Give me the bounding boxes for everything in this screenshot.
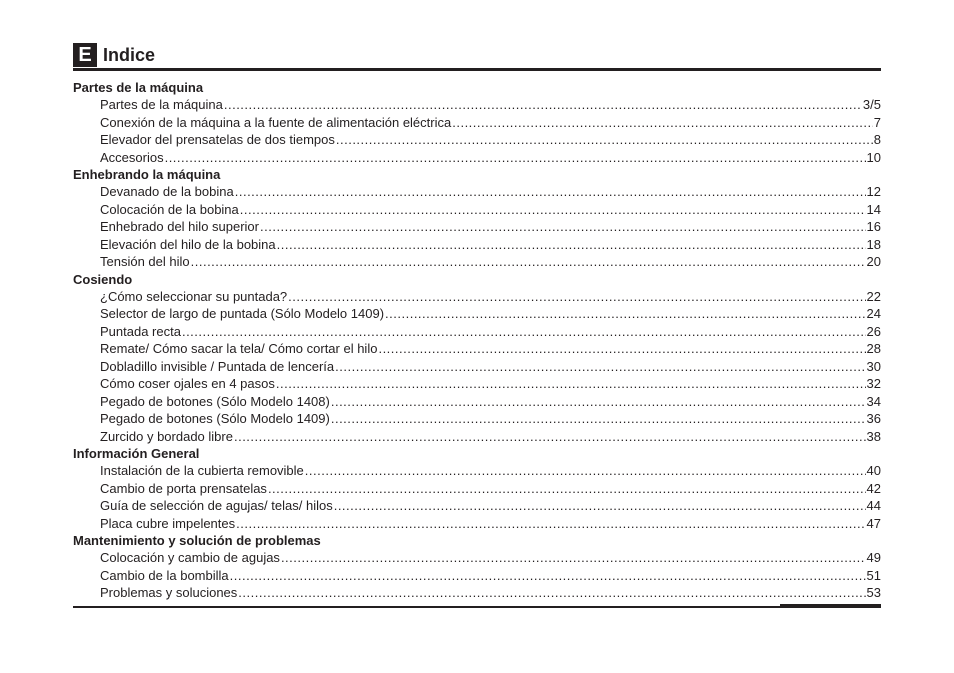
- toc-entry[interactable]: [100, 288, 881, 306]
- toc-entry-label: Cambio de porta prensatelas: [100, 480, 267, 496]
- toc-entry-page: 30: [866, 358, 881, 374]
- toc-entry[interactable]: [100, 515, 881, 533]
- toc-entry[interactable]: [100, 497, 881, 515]
- dot-leader: [191, 253, 866, 271]
- dot-leader: [230, 567, 866, 585]
- toc-entry-page: 14: [866, 201, 881, 217]
- toc-entry-page: 24: [866, 306, 881, 321]
- toc-entry-page: 22: [866, 288, 881, 304]
- toc-entry-label: ¿Cómo seleccionar su puntada?: [100, 288, 288, 304]
- page-title: Indice: [103, 45, 156, 65]
- dot-leader: [236, 515, 865, 533]
- dot-leader: [305, 462, 866, 480]
- toc-entry-page: 51: [866, 567, 881, 583]
- toc-entry-label: Devanado de la bobina: [100, 184, 234, 199]
- toc-entry[interactable]: [100, 131, 881, 149]
- toc-entry-label: Partes de la máquina: [100, 97, 223, 112]
- toc-entry-page: 3/5: [862, 97, 881, 112]
- toc-entry-label: Elevación del hilo de la bobina: [100, 236, 276, 252]
- toc-entry-label: Guía de selección de agujas/ telas/ hilos: [100, 498, 333, 513]
- section-title: Mantenimiento y solución de problemas: [73, 533, 321, 548]
- toc-entry-label: Puntada recta: [100, 323, 181, 339]
- toc-entry-label: Placa cubre impelentes: [100, 515, 236, 531]
- toc-entry[interactable]: [100, 218, 881, 236]
- toc-entry[interactable]: [100, 114, 881, 132]
- dot-leader: [336, 131, 873, 149]
- bottom-rule: [73, 606, 881, 608]
- toc-entry-page: 40: [866, 463, 881, 478]
- toc-entry-label: Selector de largo de puntada (Sólo Modelo 1409): [100, 306, 385, 321]
- toc-entry[interactable]: [100, 428, 881, 446]
- dot-leader: [335, 358, 865, 376]
- section-title: Partes de la máquina: [73, 80, 204, 95]
- toc-entry-label: Remate/ Cómo sacar la tela/ Cómo cortar el hilo: [100, 341, 378, 356]
- toc-entry-label: Elevador del prensatelas de dos tiempos: [100, 132, 335, 147]
- toc-entry[interactable]: [100, 323, 881, 341]
- dot-leader: [260, 218, 866, 236]
- toc-entry-page: 49: [866, 550, 881, 565]
- toc-entry[interactable]: [100, 375, 881, 393]
- toc-entry[interactable]: [100, 410, 881, 428]
- toc-entry[interactable]: [100, 567, 881, 585]
- dot-leader: [235, 183, 866, 201]
- dot-leader: [334, 497, 866, 515]
- dot-leader: [331, 393, 866, 411]
- toc-entry[interactable]: [100, 584, 881, 602]
- toc-entry-page: 28: [866, 341, 881, 356]
- dot-leader: [385, 305, 866, 323]
- dot-leader: [224, 96, 862, 114]
- dot-leader: [288, 288, 865, 306]
- toc-entry[interactable]: [100, 340, 881, 358]
- dot-leader: [378, 340, 865, 358]
- toc-entry-page: 36: [866, 411, 881, 426]
- toc-entry-label: Cómo coser ojales en 4 pasos: [100, 376, 275, 391]
- toc-entry-page: 16: [866, 219, 881, 234]
- toc-entry-page: 18: [866, 236, 881, 252]
- dot-leader: [277, 236, 866, 254]
- toc-entry-page: 10: [866, 149, 881, 165]
- dot-leader: [268, 480, 866, 498]
- toc-entry-label: Instalación de la cubierta removible: [100, 463, 304, 478]
- toc-entry[interactable]: [100, 305, 881, 323]
- toc-entry-page: 44: [866, 498, 881, 513]
- toc-entry-label: Colocación de la bobina: [100, 201, 239, 217]
- table-of-contents: [73, 79, 881, 602]
- toc-entry-page: 34: [866, 393, 881, 409]
- dot-leader: [182, 323, 866, 341]
- toc-entry-page: 8: [873, 132, 881, 147]
- toc-entry-label: Conexión de la máquina a la fuente de alimentación eléctrica: [100, 114, 452, 130]
- dot-leader: [452, 114, 873, 132]
- toc-entry-label: Pegado de botones (Sólo Modelo 1408): [100, 393, 330, 409]
- toc-entry-page: 12: [866, 184, 881, 199]
- section-title: Información General: [73, 446, 200, 461]
- dot-leader: [238, 584, 865, 602]
- toc-entry[interactable]: [100, 149, 881, 167]
- dot-leader: [240, 201, 866, 219]
- section-title: Enhebrando la máquina: [73, 167, 221, 182]
- dot-leader: [234, 428, 866, 446]
- toc-entry-label: Cambio de la bombilla: [100, 567, 229, 583]
- toc-entry-page: 7: [873, 114, 881, 130]
- language-badge: E: [73, 43, 97, 67]
- toc-entry-page: 20: [866, 254, 881, 269]
- toc-entry-page: 47: [866, 515, 881, 531]
- toc-entry-page: 32: [866, 376, 881, 391]
- toc-entry[interactable]: [100, 236, 881, 254]
- dot-leader: [331, 410, 866, 428]
- toc-entry-label: Tensión del hilo: [100, 254, 190, 269]
- dot-leader: [281, 549, 866, 567]
- toc-entry[interactable]: [100, 358, 881, 376]
- dot-leader: [165, 149, 866, 167]
- toc-entry-page: 42: [866, 480, 881, 496]
- toc-entry-page: 53: [866, 585, 881, 600]
- dot-leader: [276, 375, 866, 393]
- toc-entry-label: Pegado de botones (Sólo Modelo 1409): [100, 411, 330, 426]
- toc-entry[interactable]: [100, 183, 881, 201]
- section-title: Cosiendo: [73, 271, 133, 287]
- toc-entry[interactable]: [100, 253, 881, 271]
- toc-entry[interactable]: [100, 96, 881, 114]
- toc-entry-label: Zurcido y bordado libre: [100, 428, 233, 444]
- toc-entry-label: Problemas y soluciones: [100, 585, 238, 600]
- toc-entry-page: 38: [866, 428, 881, 444]
- toc-entry-page: 26: [866, 323, 881, 339]
- toc-entry[interactable]: [100, 201, 881, 219]
- toc-entry-label: Colocación y cambio de agujas: [100, 550, 280, 565]
- toc-entry[interactable]: [100, 480, 881, 498]
- toc-entry[interactable]: [100, 393, 881, 411]
- toc-entry-label: Accesorios: [100, 149, 164, 165]
- toc-entry[interactable]: [100, 549, 881, 567]
- toc-entry-label: Enhebrado del hilo superior: [100, 219, 259, 234]
- toc-entry-label: Dobladillo invisible / Puntada de lencería: [100, 358, 335, 374]
- toc-entry[interactable]: [100, 462, 881, 480]
- page-header: [73, 43, 155, 67]
- top-rule: [73, 68, 881, 71]
